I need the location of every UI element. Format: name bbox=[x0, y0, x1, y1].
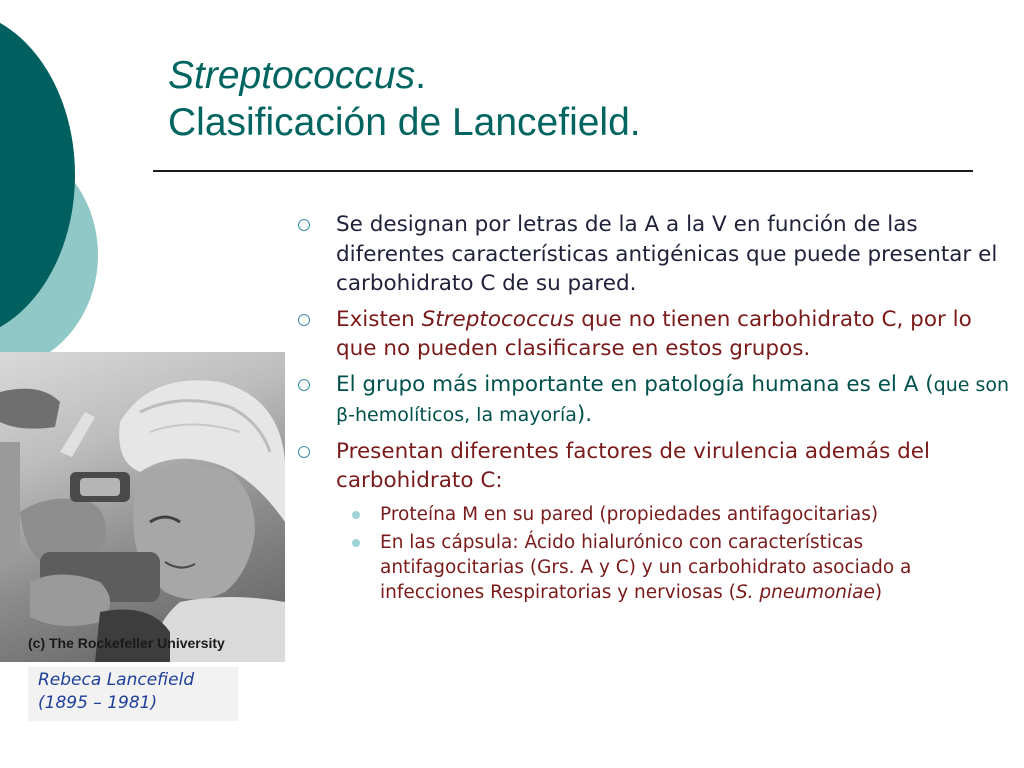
bullet-text-small: que son β-hemolíticos, la mayoría bbox=[336, 373, 1010, 426]
bullet-text: Se designan por letras de la A a la V en función de las diferentes características antigénicas que puede presentar el carbohidrato C de su pared. bbox=[336, 212, 998, 296]
title-line-2: Clasificación de Lancefield. bbox=[168, 101, 641, 144]
bullet-marker-icon bbox=[298, 379, 310, 391]
bullet-item bbox=[296, 210, 1012, 299]
bullet-marker-icon bbox=[298, 219, 310, 231]
bullet-marker-icon bbox=[298, 314, 310, 326]
bullet-item bbox=[296, 437, 1012, 496]
title-line-1 bbox=[168, 52, 968, 99]
caption-name: Rebeca Lancefield bbox=[38, 670, 195, 690]
photo-watermark: (c) The Rockefeller University bbox=[28, 635, 225, 651]
photo-caption bbox=[28, 667, 238, 721]
portrait-illustration bbox=[0, 352, 285, 662]
portrait-photo bbox=[0, 352, 285, 662]
sub-bullet-text: Proteína M en su pared (propiedades antifagocitarias) bbox=[380, 503, 879, 525]
bullet-list bbox=[296, 210, 1012, 608]
title-italic: Streptococcus bbox=[168, 54, 416, 97]
bullet-text-post: que no tienen carbohidrato C, por lo que no pueden clasificarse en estos grupos. bbox=[336, 306, 972, 361]
caption-years: (1895 – 1981) bbox=[38, 693, 158, 713]
sub-bullet-dot-icon bbox=[352, 511, 360, 519]
bullet-text-pre: Existen bbox=[336, 306, 422, 332]
bullet-text-italic: Streptococcus bbox=[421, 306, 575, 332]
bullet-text-pre: El grupo más importante en patología humana es el A ( bbox=[336, 371, 934, 397]
bullet-text-post: ). bbox=[576, 402, 593, 427]
sub-bullet-item bbox=[296, 502, 1012, 527]
bullet-item bbox=[296, 370, 1012, 431]
sub-bullet-text-post: ) bbox=[874, 581, 883, 603]
title-period: . bbox=[415, 54, 426, 97]
title-divider bbox=[153, 170, 973, 172]
sub-bullet-item bbox=[296, 530, 1012, 605]
bullet-text: Presentan diferentes factores de virulencia además del carbohidrato C: bbox=[336, 438, 930, 493]
sub-bullet-dot-icon bbox=[352, 539, 360, 547]
bullet-marker-icon bbox=[298, 446, 310, 458]
sub-bullet-text-italic: S. pneumoniae bbox=[735, 581, 875, 603]
slide-title bbox=[168, 52, 968, 146]
bullet-item bbox=[296, 305, 1012, 364]
sub-bullet-text-pre: En las cápsula: Ácido hialurónico con características antifagocitarias (Grs. A y C) y un carbohidrato asociado a infecciones Respiratorias y nerviosas ( bbox=[380, 531, 912, 603]
